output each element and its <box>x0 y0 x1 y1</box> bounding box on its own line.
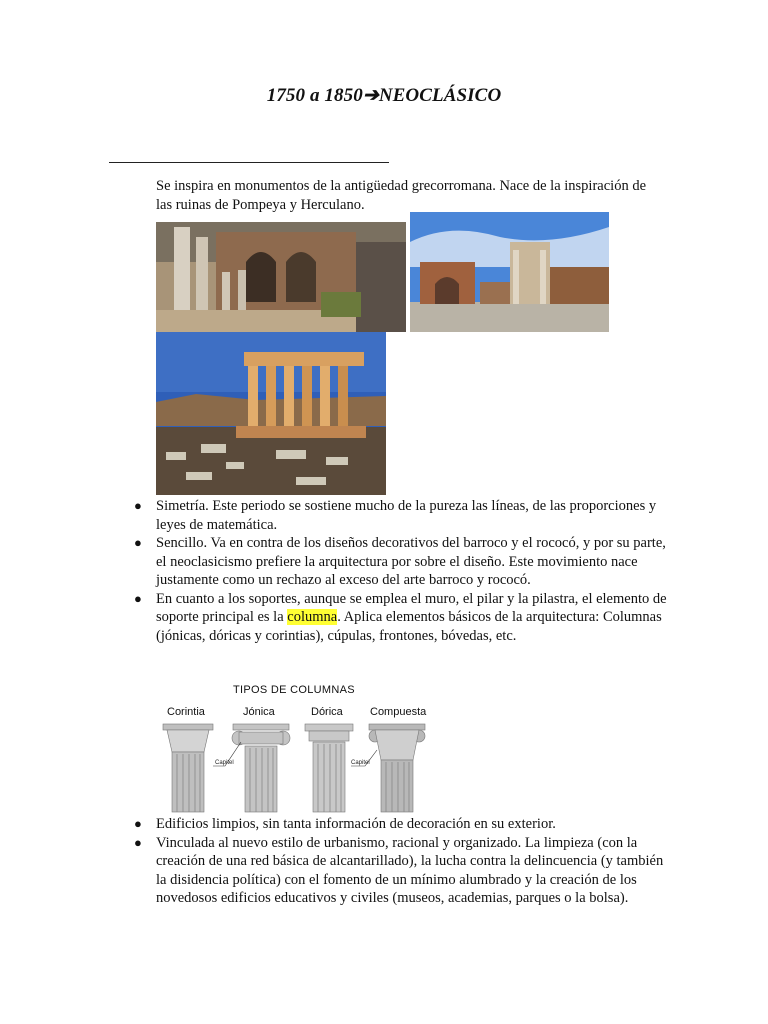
title-underline <box>109 162 389 163</box>
list-item-text: Simetría. Este periodo se sostiene mucho de la pureza las líneas, de las proporciones y leyes de matemática. <box>156 498 657 533</box>
column-label-compuesta: Compuesta <box>370 706 427 718</box>
forum-arch-photo <box>410 212 609 332</box>
list-item-text-after: . Aplica elementos básicos de la arquitectura: Columnas (jónicas, dóricas y corintias), cúpulas, frontones, bóvedas, etc. <box>156 609 662 644</box>
list-item <box>130 590 670 646</box>
list-item <box>130 834 670 908</box>
list-item-text: Edificios limpios, sin tanta información de decoración en su exterior. <box>156 816 556 832</box>
column-types-figure <box>155 706 435 814</box>
pompeii-ruins-photo <box>156 222 406 332</box>
capitel-label-right: Capitel <box>351 760 370 766</box>
list-item <box>130 534 670 590</box>
bullet-icon: ● <box>134 590 142 606</box>
intro-paragraph: Se inspira en monumentos de la antigüedad grecorromana. Nace de la inspiración de las ruinas de Pompeya y Herculano. <box>156 178 647 213</box>
bullet-icon: ● <box>134 535 142 550</box>
list-item-text: Sencillo. Va en contra de los diseños decorativos del barroco y el rococó, y por su parte, el neoclasicismo prefiere la arquitectura por sobre el diseño. Este movimiento nace justamente como un rechazo al exceso del arte barroco y rococó. <box>156 535 666 588</box>
list-item <box>130 815 670 834</box>
column-label-corintia: Corintia <box>167 706 205 718</box>
list-item-text-before: En cuanto a los soportes, aunque se emplea el muro, el pilar y la pilastra, el elemento de soporte principal es la <box>156 590 667 625</box>
columns-illustration <box>155 722 435 814</box>
bullet-list <box>130 497 670 645</box>
figure-caption: TIPOS DE COLUMNAS <box>233 684 355 696</box>
bullet-icon: ● <box>134 834 142 850</box>
temple-palmyra-photo <box>156 332 386 495</box>
list-item <box>130 497 670 534</box>
column-label-dorica: Dórica <box>311 706 343 718</box>
list-item-text: Vinculada al nuevo estilo de urbanismo, racional y organizado. La limpieza (con la creación de una red básica de alcantarillado), la lucha contra la delincuencia (y también la disidencia política) con el fomento de un mínimo alumbrado y la creación de los novedosos edificios educativos y civiles (museos, academias, parques o la bolsa). <box>156 834 664 906</box>
capitel-label-left: Capitel <box>215 760 234 766</box>
bullet-list-continued <box>130 815 670 908</box>
bullet-icon: ● <box>134 816 142 831</box>
column-label-jonica: Jónica <box>243 706 275 718</box>
page-title: 1750 a 1850➔NEOCLÁSICO <box>266 85 502 106</box>
bullet-icon: ● <box>134 498 142 513</box>
highlighted-word: columna <box>287 609 338 625</box>
